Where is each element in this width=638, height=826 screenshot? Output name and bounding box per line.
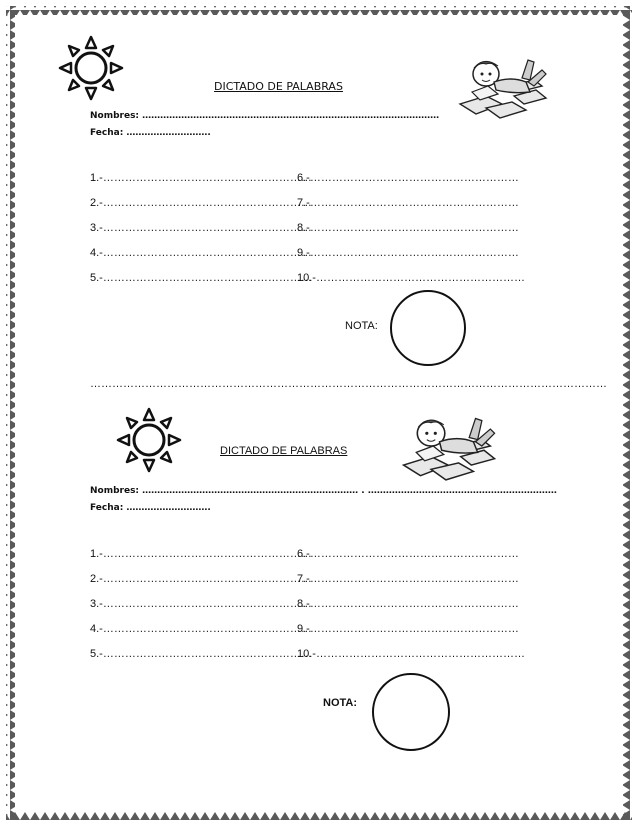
answer-line-3[interactable]: 3.-………………………………………………… [90,222,312,234]
answer-line-4[interactable]: 4.-………………………………………………… [90,623,312,635]
answer-line-7[interactable]: 7.-………………………………………………… [297,197,519,209]
date-label: Fecha: ………………………. [90,128,211,138]
names-label: Nombres: ……………………………………………………………………………………… [90,111,440,121]
answer-line-1[interactable]: 1.-………………………………………………… [90,172,312,184]
answer-line-10[interactable]: 10.-………………………………………………… [297,648,525,660]
answer-line-9[interactable]: 9.-………………………………………………… [297,247,519,259]
sun-icon [114,405,184,475]
answer-line-5[interactable]: 5.-………………………………………………… [90,272,312,284]
date-field[interactable] [90,128,211,138]
sun-icon [56,33,126,103]
reading-child-illustration [456,52,548,120]
names-field[interactable] [90,486,557,496]
answer-line-3[interactable]: 3.-………………………………………………… [90,598,312,610]
names-field[interactable] [90,111,439,121]
grade-label: NOTA: [323,697,358,709]
answer-line-8[interactable]: 8.-………………………………………………… [297,222,519,234]
answer-line-5[interactable]: 5.-………………………………………………… [90,648,312,660]
date-label: Fecha: ………………………. [90,503,211,513]
answer-line-4[interactable]: 4.-………………………………………………… [90,247,312,259]
date-field[interactable] [90,503,211,513]
cut-line: …………………………………………………………………………………………………………………………… [90,378,607,390]
answer-line-7[interactable]: 7.-………………………………………………… [297,573,519,585]
grade-circle[interactable] [390,290,466,366]
worksheet-title: DICTADO DE PALABRAS [220,445,348,457]
names-label: Nombres: ……………………………………………………………… . ……………………………………………………… [90,486,557,496]
reading-child-illustration [398,410,498,482]
grade-circle[interactable] [372,673,450,751]
answer-line-8[interactable]: 8.-………………………………………………… [297,598,519,610]
answer-line-1[interactable]: 1.-………………………………………………… [90,548,312,560]
answer-line-2[interactable]: 2.-………………………………………………… [90,573,312,585]
grade-label: NOTA: [345,320,378,332]
answer-line-6[interactable]: 6.-………………………………………………… [297,548,519,560]
answer-line-6[interactable]: 6.-………………………………………………… [297,172,519,184]
answer-line-9[interactable]: 9.-………………………………………………… [297,623,519,635]
answer-line-10[interactable]: 10.-………………………………………………… [297,272,525,284]
answer-line-2[interactable]: 2.-………………………………………………… [90,197,312,209]
worksheet-title: DICTADO DE PALABRAS [214,80,343,93]
